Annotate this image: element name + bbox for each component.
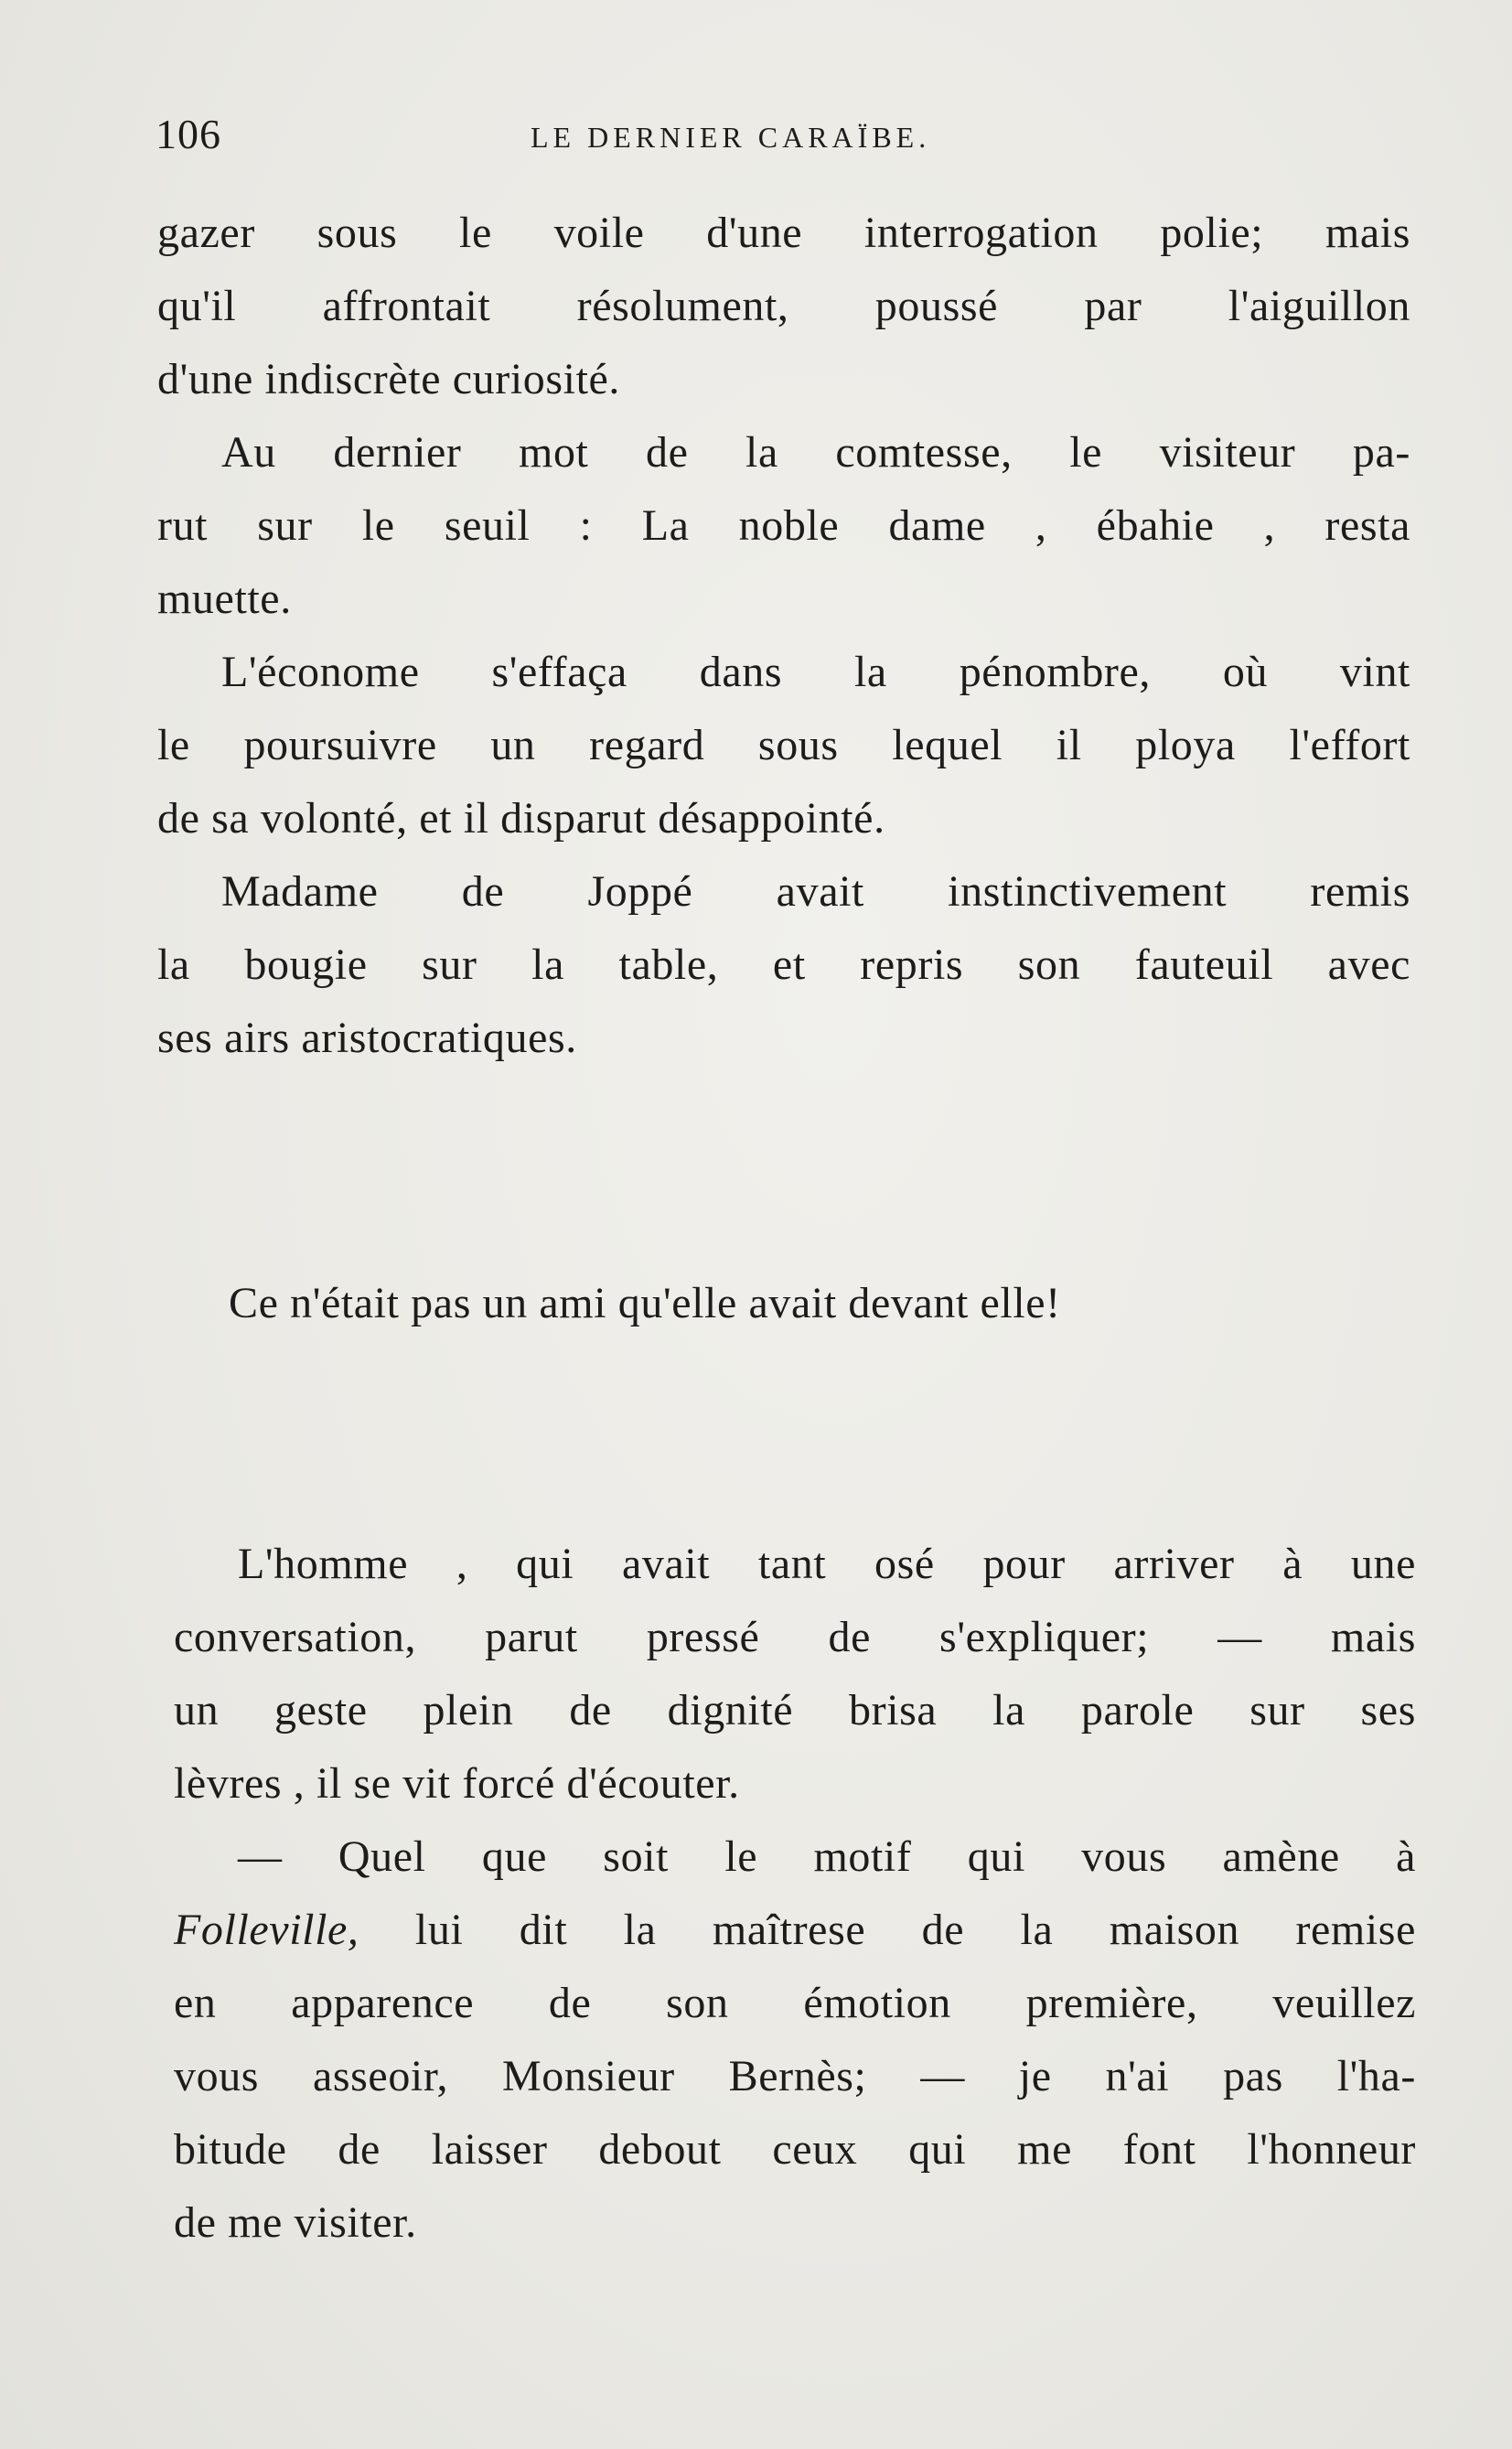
text-line: qu'il affrontait résolument, poussé par l'aiguillon	[157, 282, 1410, 330]
text-line: lèvres , il se vit forcé d'écouter.	[174, 1759, 740, 1808]
text-line: Au dernier mot de la comtesse, le visiteur pa-	[221, 428, 1410, 477]
text-line: muette.	[157, 575, 292, 623]
text-line: conversation, parut pressé de s'expliquer; — mais	[174, 1613, 1416, 1661]
text-line: le poursuivre un regard sous lequel il ploya l'effort	[157, 721, 1410, 769]
text-block-1	[157, 197, 1410, 1075]
running-title: LE DERNIER CARAÏBE.	[531, 121, 931, 154]
text-line: L'homme , qui avait tant osé pour arriver à une	[238, 1540, 1416, 1588]
text-line: rut sur le seuil : La noble dame , ébahie , resta	[157, 501, 1410, 550]
text-line: d'une indiscrète curiosité.	[157, 355, 621, 403]
text-line: L'économe s'effaça dans la pénombre, où vint	[221, 648, 1410, 696]
text-line: de sa volonté, et il disparut désappointé.	[157, 794, 885, 843]
standalone-line: Ce n'était pas un ami qu'elle avait devant elle!	[229, 1279, 1061, 1327]
text-line: en apparence de son émotion première, veuillez	[174, 1979, 1416, 2027]
text-line: — Quel que soit le motif qui vous amène à	[238, 1832, 1416, 1881]
text-line: de me visiter.	[174, 2198, 417, 2247]
text-line: un geste plein de dignité brisa la parole sur ses	[174, 1686, 1416, 1735]
text-line: gazer sous le voile d'une interrogation polie; mais	[157, 209, 1410, 257]
text-line: bitude de laisser debout ceux qui me font l'honneur	[174, 2125, 1416, 2174]
text-line: ses airs aristocratiques.	[157, 1014, 577, 1062]
text-line: Madame de Joppé avait instinctivement remis	[221, 867, 1410, 916]
page-number: 106	[155, 111, 221, 157]
italic-place-name: Folleville,	[174, 1906, 359, 1954]
text-line: vous asseoir, Monsieur Bernès; — je n'ai pas l'ha-	[174, 2052, 1416, 2100]
text-line: la bougie sur la table, et repris son fauteuil avec	[157, 940, 1410, 989]
text-block-2	[174, 1528, 1416, 2260]
page-header	[155, 110, 1390, 174]
text-line-rest: lui dit la maîtrese de la maison remise	[359, 1906, 1416, 1954]
text-line-with-italic	[174, 1894, 1416, 1967]
